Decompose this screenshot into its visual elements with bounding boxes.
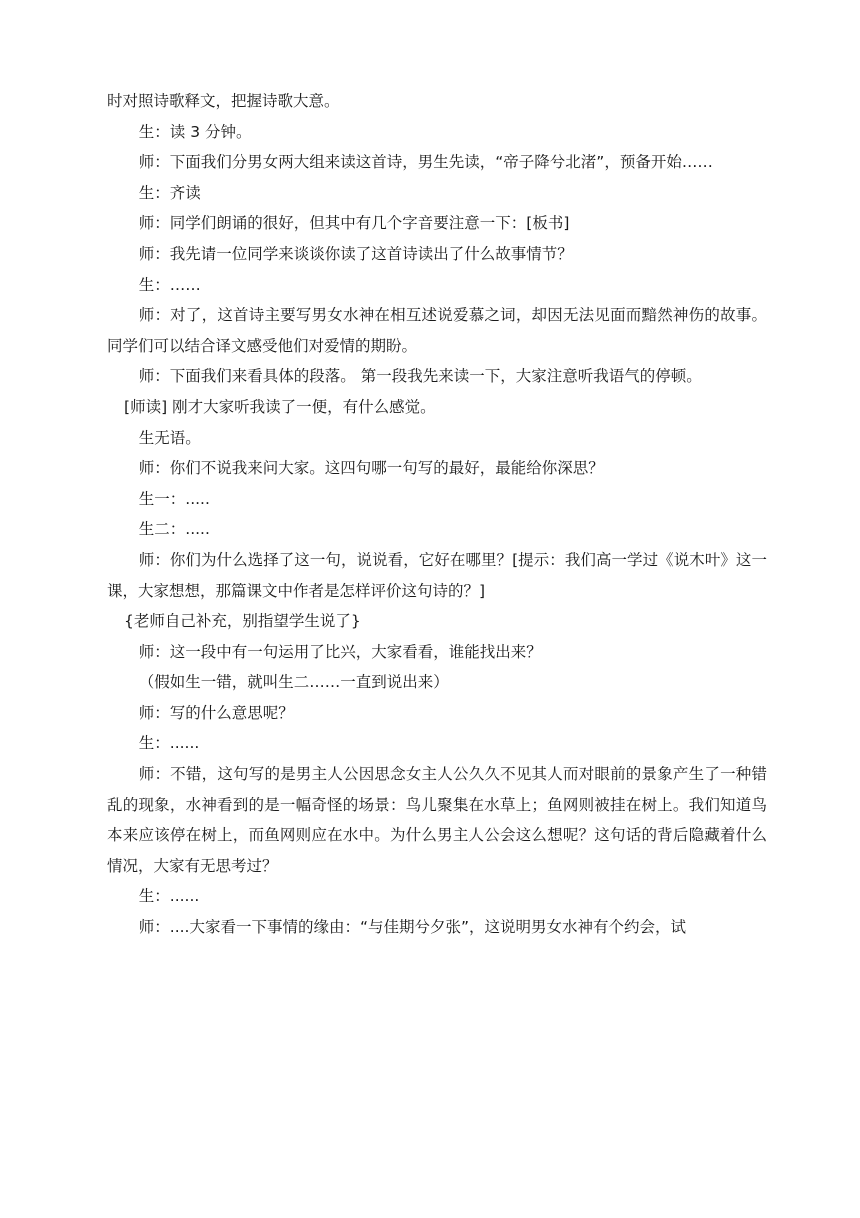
paragraph-teacher-note: {老师自己补充，别指望学生说了} (124, 612, 361, 631)
paragraph-student-answer: 生：…… (138, 275, 201, 294)
paragraph-teacher-explanation: 师：不错，这句写的是男主人公因思念女主人公久久不见其人而对眼前的景象产生了一种错乱的现象，水神看到的是一幅奇怪的场景：鸟儿聚集在水草上；鱼网则被挂在树上。我们知道鸟本来应该停在树上，而鱼网则应在水中。为什么男主人公会这么想呢？这句话的背后隐藏着什么情况，大家有无思考过？ (107, 765, 767, 875)
document-body (107, 86, 767, 943)
paragraph-teacher-best-line: 师：你们不说我来问大家。这四句哪一句写的最好，最能给你深思？ (138, 459, 604, 478)
paragraph-teacher-why: 师：你们为什么选择了这一句，说说看，它好在哪里？[提示：我们高一学过《说木叶》这一课，大家想想，那篇课文中作者是怎样评价这句诗的？] (107, 550, 767, 600)
paragraph-teacher-meaning: 师：写的什么意思呢？ (138, 703, 294, 722)
paragraph-student-answer-3: 生：...... (138, 887, 200, 906)
paragraph-teacher-question-plot: 师：我先请一位同学来谈谈你读了这首诗读出了什么故事情节？ (138, 244, 573, 263)
paragraph-student-silent: 生无语。 (138, 428, 201, 447)
paragraph-teacher-bixing: 师：这一段中有一句运用了比兴，大家看看，谁能找出来？ (138, 642, 542, 661)
paragraph-teacher-reads: [师读] 刚才大家听我读了一便，有什么感觉。 (124, 397, 436, 416)
paragraph-student-two: 生二：..... (138, 520, 210, 539)
paragraph-student-read-together: 生：齐读 (138, 183, 201, 202)
paragraph-teacher-pronunciation: 师：同学们朗诵的很好，但其中有几个字音要注意一下：[板书] (138, 214, 570, 233)
paragraph-teacher-summary: 师：对了，这首诗主要写男女水神在相互述说爱慕之词，却因无法见面而黯然神伤的故事。同学们可以结合译文感受他们对爱情的期盼。 (107, 306, 767, 355)
paragraph-teacher-group-reading: 师：下面我们分男女两大组来读这首诗，男生先读，“帝子降兮北渚”，预备开始…… (138, 153, 713, 172)
paragraph-student-answer-2: 生：...... (138, 734, 200, 753)
paragraph-student-one: 生一：..... (138, 489, 210, 508)
paragraph-student-reading: 生：读 3 分钟。 (138, 122, 252, 141)
paragraph-teacher-first-section: 师：下面我们来看具体的段落。 第一段我先来读一下，大家注意听我语气的停顿。 (138, 367, 702, 386)
paragraph-continuation: 时对照诗歌释文，把握诗歌大意。 (107, 92, 340, 110)
paragraph-stage-direction: （假如生一错，就叫生二……一直到说出来） (138, 673, 449, 692)
paragraph-teacher-cause: 师：....大家看一下事情的缘由：“与佳期兮夕张”，这说明男女水神有个约会，试 (138, 918, 687, 937)
